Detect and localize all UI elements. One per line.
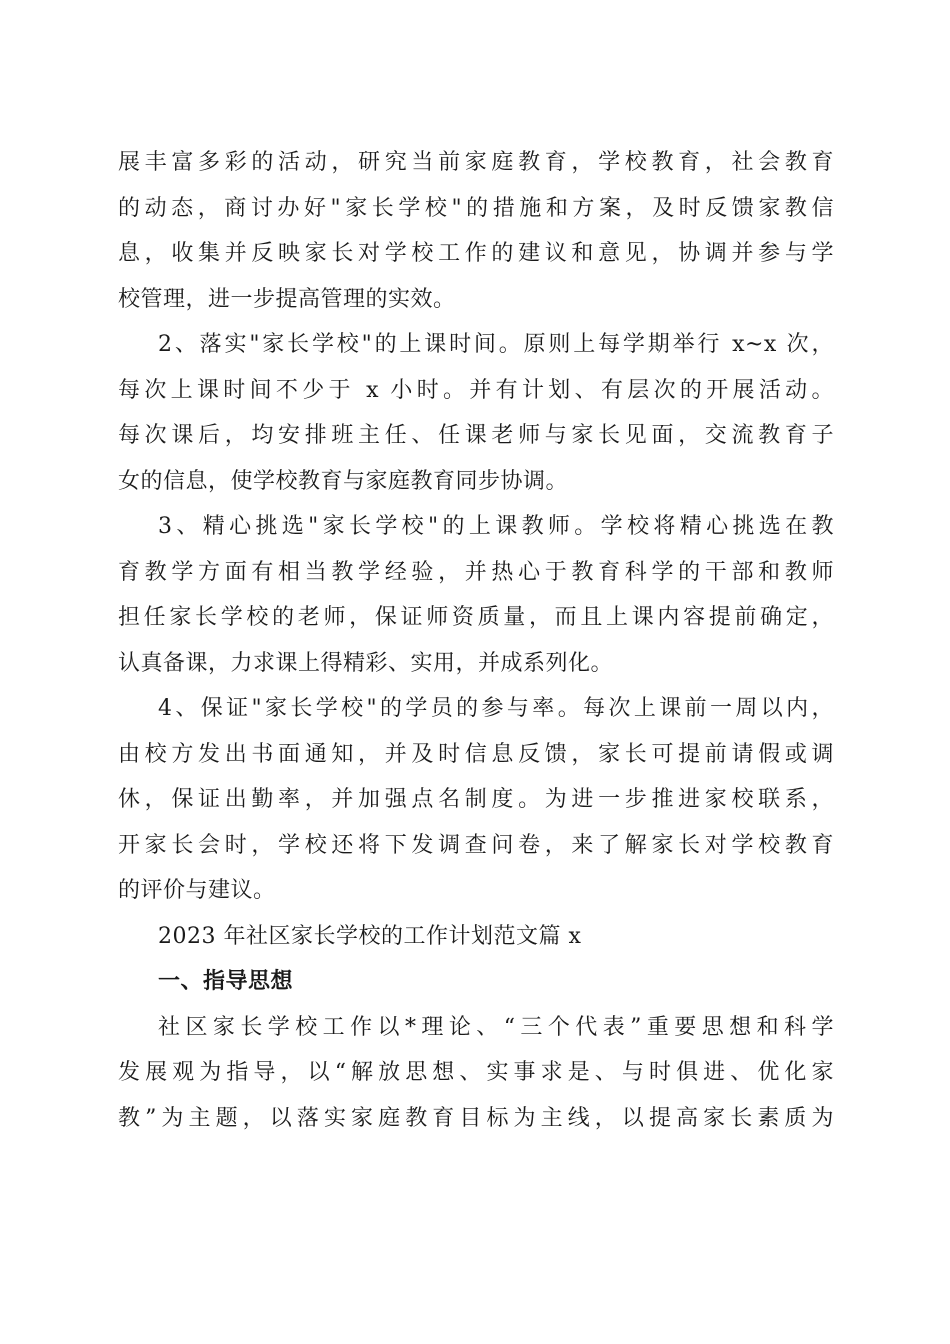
heading-guiding-ideology: 一、指导思想 bbox=[158, 969, 294, 994]
text-line: 3、精心挑选"家长学校"的上课教师。学校将精心挑选在教 bbox=[158, 514, 834, 539]
text-line: 育教学方面有相当教学经验，并热心于教育科学的干部和教师 bbox=[118, 559, 834, 585]
section-title: 2023 年社区家长学校的工作计划范文篇 x bbox=[158, 923, 582, 949]
text-line: 开家长会时，学校还将下发调查问卷，来了解家长对学校教育 bbox=[118, 832, 834, 858]
paragraph-class-time bbox=[118, 322, 834, 504]
text-line: 由校方发出书面通知，并及时信息反馈，家长可提前请假或调 bbox=[118, 741, 834, 767]
paragraph-guiding-ideology bbox=[118, 1005, 834, 1142]
text-line: 休，保证出勤率，并加强点名制度。为进一步推进家校联系， bbox=[118, 787, 834, 812]
text-line: 社区家长学校工作以*理论、“三个代表”重要思想和科学 bbox=[158, 1014, 834, 1040]
text-line: 女的信息，使学校教育与家庭教育同步协调。 bbox=[118, 468, 569, 494]
paragraph-teachers bbox=[118, 504, 834, 686]
text-line: 展丰富多彩的活动，研究当前家庭教育，学校教育，社会教育 bbox=[118, 150, 834, 175]
document-page bbox=[118, 140, 834, 1141]
text-line: 认真备课，力求课上得精彩、实用，并成系列化。 bbox=[118, 650, 614, 676]
text-line: 息，收集并反映家长对学校工作的建议和意见，协调并参与学 bbox=[118, 241, 834, 266]
text-line: 2、落实"家长学校"的上课时间。原则上每学期举行 x~x 次， bbox=[158, 332, 834, 357]
text-line: 每次课后，均安排班主任、任课老师与家长见面，交流教育子 bbox=[118, 423, 834, 448]
text-line: 教”为主题，以落实家庭教育目标为主线，以提高家长素质为 bbox=[118, 1105, 834, 1131]
text-line: 的评价与建议。 bbox=[118, 878, 276, 903]
paragraph-participation bbox=[118, 686, 834, 914]
text-line: 的动态，商讨办好"家长学校"的措施和方案，及时反馈家教信 bbox=[118, 195, 834, 221]
text-line: 担任家长学校的老师，保证师资质量，而且上课内容提前确定， bbox=[118, 605, 834, 630]
text-line: 发展观为指导，以“解放思想、实事求是、与时俱进、优化家 bbox=[118, 1060, 834, 1085]
text-line: 校管理，进一步提高管理的实效。 bbox=[118, 286, 456, 312]
paragraph-activities bbox=[118, 140, 834, 322]
text-line: 4、保证"家长学校"的学员的参与率。每次上课前一周以内， bbox=[158, 696, 834, 721]
text-line: 每次上课时间不少于 x 小时。并有计划、有层次的开展活动。 bbox=[118, 377, 834, 403]
